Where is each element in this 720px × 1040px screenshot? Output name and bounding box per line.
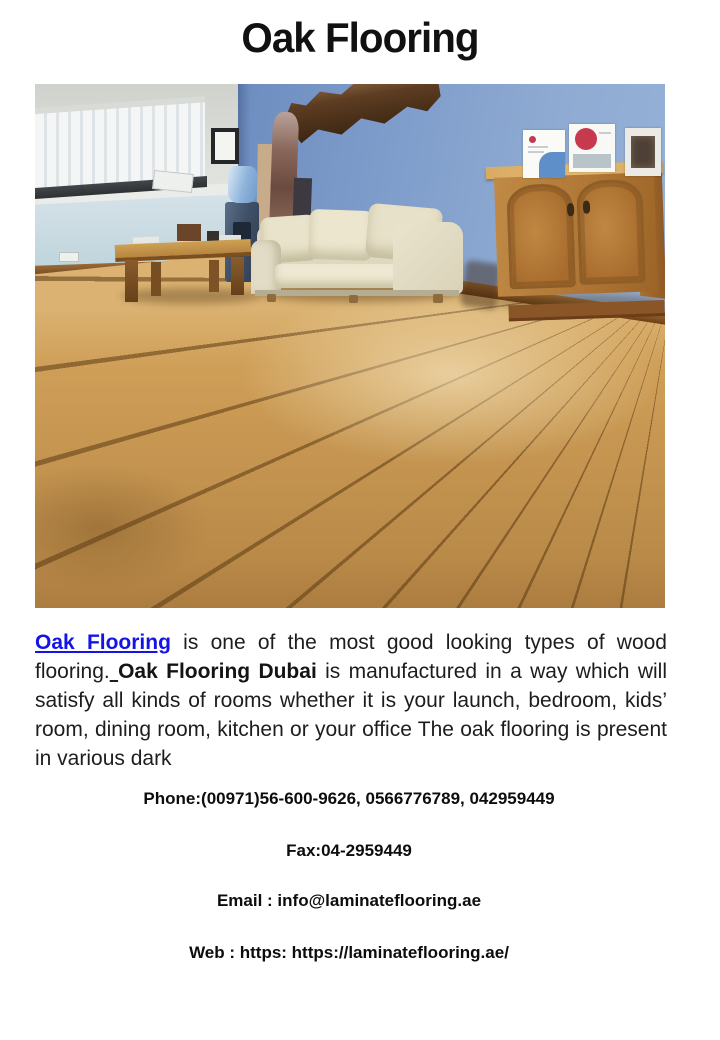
sofa-arm-right [393,222,463,294]
framed-certificate [211,128,239,164]
table-leg [151,262,161,296]
sofa-cushion [308,209,374,261]
coffee-table [115,222,251,302]
brochure-logo [529,136,536,143]
table-leg [125,260,138,302]
table-leg [231,257,244,295]
article-text: is one of the most good looking types of wood flooring. [35,631,667,683]
cabinet-handle [567,203,574,216]
sofa-foot [433,294,443,303]
brochure-photo [573,154,611,168]
certificate-paper [215,132,235,160]
brochure-red [569,124,615,172]
cream-sofa [251,200,463,298]
cabinet-body [494,172,658,297]
room-photo [35,84,665,608]
brochure-text-line [528,151,544,153]
brochure-cover-art [631,136,655,168]
water-cooler-bottle [228,166,257,203]
table-wood-box [177,224,201,241]
wall-socket [59,252,79,262]
brochure-blue [523,130,565,178]
cabinet-handle [583,201,590,214]
page-title: Oak Flooring [241,14,479,61]
pine-cabinet [486,159,665,311]
brochure-graphic [539,152,565,178]
brochure-text-line [528,146,548,148]
sofa-foot [267,294,276,302]
web-line: Web : https: https://laminateflooring.ae/ [189,943,509,962]
brochure-logo [575,128,597,150]
cabinet-door-left [506,183,576,289]
email-line: Email : info@laminateflooring.ae [216,891,482,910]
underlined-space [110,660,118,683]
bold-oak-flooring-dubai: Oak Flooring Dubai [118,660,317,683]
table-leg [209,260,219,292]
phone-line: Phone:(00971)56-600-9626, 0566776789, 042959449 [143,789,555,808]
sofa-foot [349,295,358,303]
article-paragraph [35,628,667,773]
article-text: is manufactured in a way which will satisfy all kinds of rooms whether it is your launch, bedroom, kids’ room, dining room, kitchen or your office The oak flooring is present in various dark [35,660,667,770]
brochure-dark [625,128,661,176]
oak-flooring-link[interactable]: Oak Flooring [35,631,171,654]
brochure-text-line [599,132,611,134]
fax-line: Fax:04-2959449 [286,841,412,860]
sill-paper [152,170,194,193]
cabinet-door-right [576,179,646,285]
